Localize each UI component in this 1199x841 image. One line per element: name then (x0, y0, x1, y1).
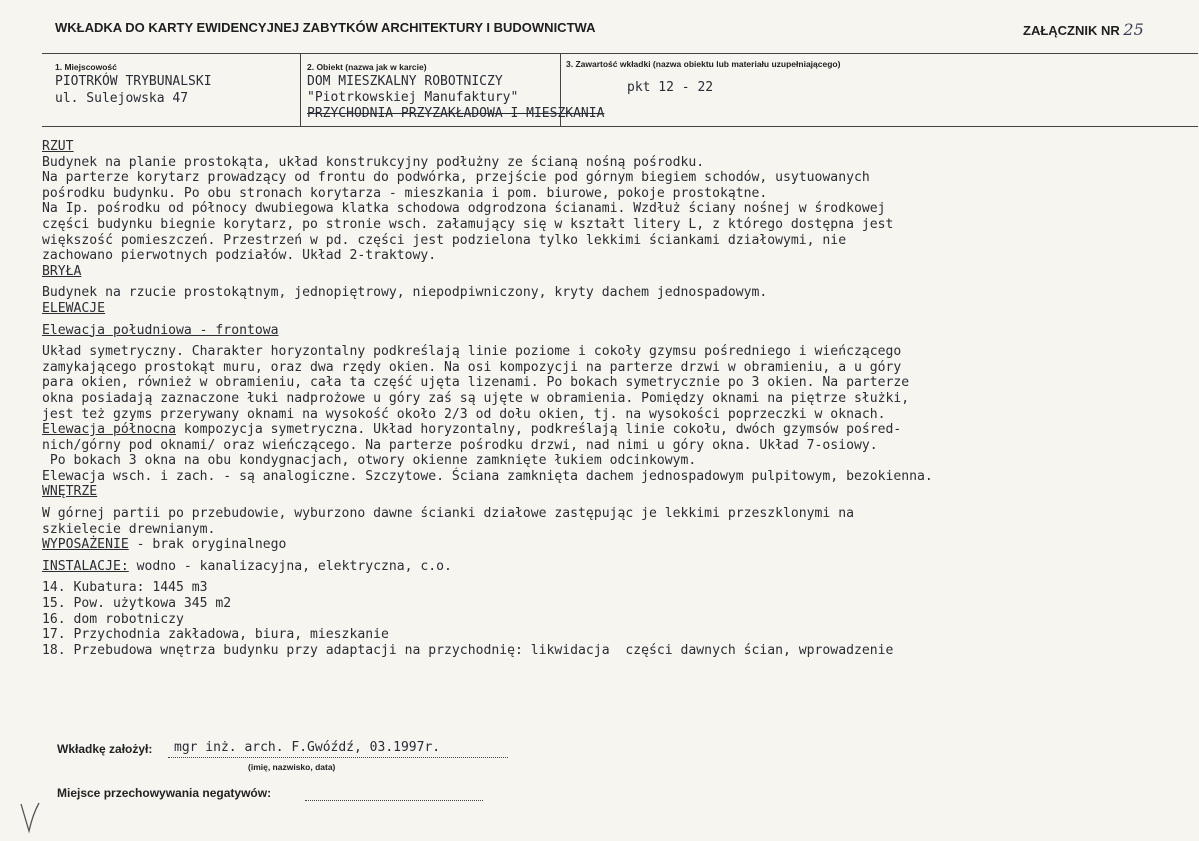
attachment-number-label (1023, 20, 1144, 39)
text-line: nich/górny pod oknami/ oraz wieńczącego. Na parterze pośrodku drzwi, nad nimi u góry okna. Układ 7-osiowy. (42, 437, 878, 453)
field-1-line-2: ul. Sulejowska 47 (55, 91, 189, 106)
text-line: zachowano pierwotnych podziałów. Układ 2-traktowy. (42, 248, 437, 264)
card-title: WKŁADKA DO KARTY EWIDENCYJNEJ ZABYTKÓW ARCHITEKTURY I BUDOWNICTWA (55, 20, 596, 35)
text-line: 14. Kubatura: 1445 m3 (42, 580, 208, 596)
text-line: Elewacja wsch. i zach. - są analogiczne. Szczytowe. Ściana zamknięta dachem jednospadowym pulpitowym, bezokienna. (42, 468, 933, 484)
text-line (42, 559, 1197, 575)
field-divider-1 (300, 53, 301, 126)
fields-bottom-rule (42, 126, 1198, 127)
text-line: 15. Pow. użytkowa 345 m2 (42, 596, 232, 612)
field-2-label: 2. Obiekt (nazwa jak w karcie) (307, 62, 427, 72)
section-wnetrze-heading: WNĘTRZE (42, 484, 98, 500)
negatives-storage-dotted-line (305, 800, 483, 801)
text-segment: kompozycja symetryczna. Układ horyzontalny, podkreślają linie cokołu, dwóch gzymsów pośred- (176, 422, 902, 438)
subsection-north-elevation: Elewacja północna (42, 422, 177, 438)
text-line: jest też gzyms przerywany oknami na wysokość około 2/3 od dołu okien, tj. na wysokości poprzeczki w oknach. (42, 406, 886, 422)
text-line (42, 537, 1197, 553)
text-line: para okien, również w obramieniu, cała ta część ujęta lizenami. Po bokach symetrycznie po 3 okien. Na parterze (42, 375, 910, 391)
text-line: Na Ip. pośrodku od północy dwubiegowa klatka schodowa odgrodzona ścianami. Wzdłuż ściany nośnej w środkowej (42, 201, 886, 217)
pencil-check-mark (18, 800, 42, 834)
text-line: W górnej partii po przebudowie, wyburzono dawne ścianki działowe zastępując je lekkimi przeszklonymi na (42, 506, 854, 522)
field-1-line-1: PIOTRKÓW TRYBUNALSKI (55, 74, 212, 89)
text-segment: wodno - kanalizacyjna, elektryczna, c.o. (128, 558, 452, 574)
field-1-label: 1. Miejscowość (55, 62, 117, 72)
section-wyposazenie-heading: WYPOSAŻENIE (42, 537, 129, 553)
text-line: szkielecie drewnianym. (42, 521, 216, 537)
text-line: 17. Przychodnia zakładowa, biura, mieszkanie (42, 627, 389, 643)
field-3-label: 3. Zawartość wkładki (nazwa obiektu lub materiału uzupełniającego) (566, 59, 841, 69)
section-elewacje-heading: ELEWACJE (42, 300, 106, 316)
section-instalacje-heading: INSTALACJE: (42, 558, 129, 574)
section-rzut-heading: RZUT (42, 139, 74, 154)
description-body (42, 139, 1197, 658)
text-line: Układ symetryczny. Charakter horyzontalny podkreślają linie poziome i cokoły gzymsu pośredniego i wieńczącego (42, 344, 902, 360)
text-line: pośrodku budynku. Po obu stronach korytarza - mieszkania i pom. biurowe, pokoje prostokątne. (42, 185, 768, 201)
text-line: Na parterze korytarz prowadzący od frontu do podwórka, przejście pod górnym biegiem schodów, usytuowanych (42, 170, 870, 186)
attachment-number: 25 (1123, 20, 1144, 39)
author-label: Wkładkę założył: (57, 742, 153, 756)
text-line: Po bokach 3 okna na obu kondygnacjach, otwory okienne zamknięte łukiem odcinkowym. (42, 453, 697, 469)
text-line: 16. dom robotniczy (42, 611, 184, 627)
text-line: zamykającego prostokąt muru, oraz dwa rzędy okien. Na osi kompozycji na parterze drzwi w obramieniu, a u góry (42, 359, 902, 375)
header-rule (42, 53, 1198, 54)
field-2-line-3: PRZYCHODNIA PRZYZAKŁADOWA I MIESZKANIA (307, 106, 605, 121)
text-line: części budynku biegnie korytarz, po stronie wsch. załamujący się w kształt litery L, z którego dostępna jest (42, 216, 894, 232)
text-line: Budynek na planie prostokąta, układ konstrukcyjny podłużny ze ścianą nośną pośrodku. (42, 154, 705, 170)
attachment-label: ZAŁĄCZNIK NR (1023, 23, 1120, 38)
author-hint: (imię, nazwisko, data) (248, 762, 336, 772)
field-2-line-2: "Piotrkowskiej Manufaktury" (307, 90, 519, 105)
subsection-south-elevation: Elewacja południowa - frontowa (42, 322, 279, 338)
text-segment: - brak oryginalnego (128, 537, 287, 553)
author-dotted-line (168, 757, 508, 758)
negatives-storage-label: Miejsce przechowywania negatywów: (57, 786, 272, 800)
author-value: mgr inż. arch. F.Gwóźdź, 03.1997r. (174, 740, 441, 755)
text-line: większość pomieszczeń. Przestrzeń w pd. części jest podzielona tylko lekkimi ściankami działowymi, nie (42, 232, 847, 248)
text-line: 18. Przebudowa wnętrza budynku przy adaptacji na przychodnię: likwidacja części dawnych ścian, wprowadzenie (42, 642, 894, 658)
text-line: okna posiadają zaznaczone łuki nadprożowe u góry zaś są ujęte w obramienia. Pomiędzy oknami na piętrze służki, (42, 390, 910, 406)
field-2-line-1: DOM MIESZKALNY ROBOTNICZY (307, 74, 503, 89)
text-line: Budynek na rzucie prostokątnym, jednopiętrowy, niepodpiwniczony, kryty dachem jednospadowym. (42, 285, 768, 301)
section-bryla-heading: BRYŁA (42, 263, 82, 279)
field-3-value: pkt 12 - 22 (627, 80, 714, 95)
text-line (42, 422, 1197, 438)
